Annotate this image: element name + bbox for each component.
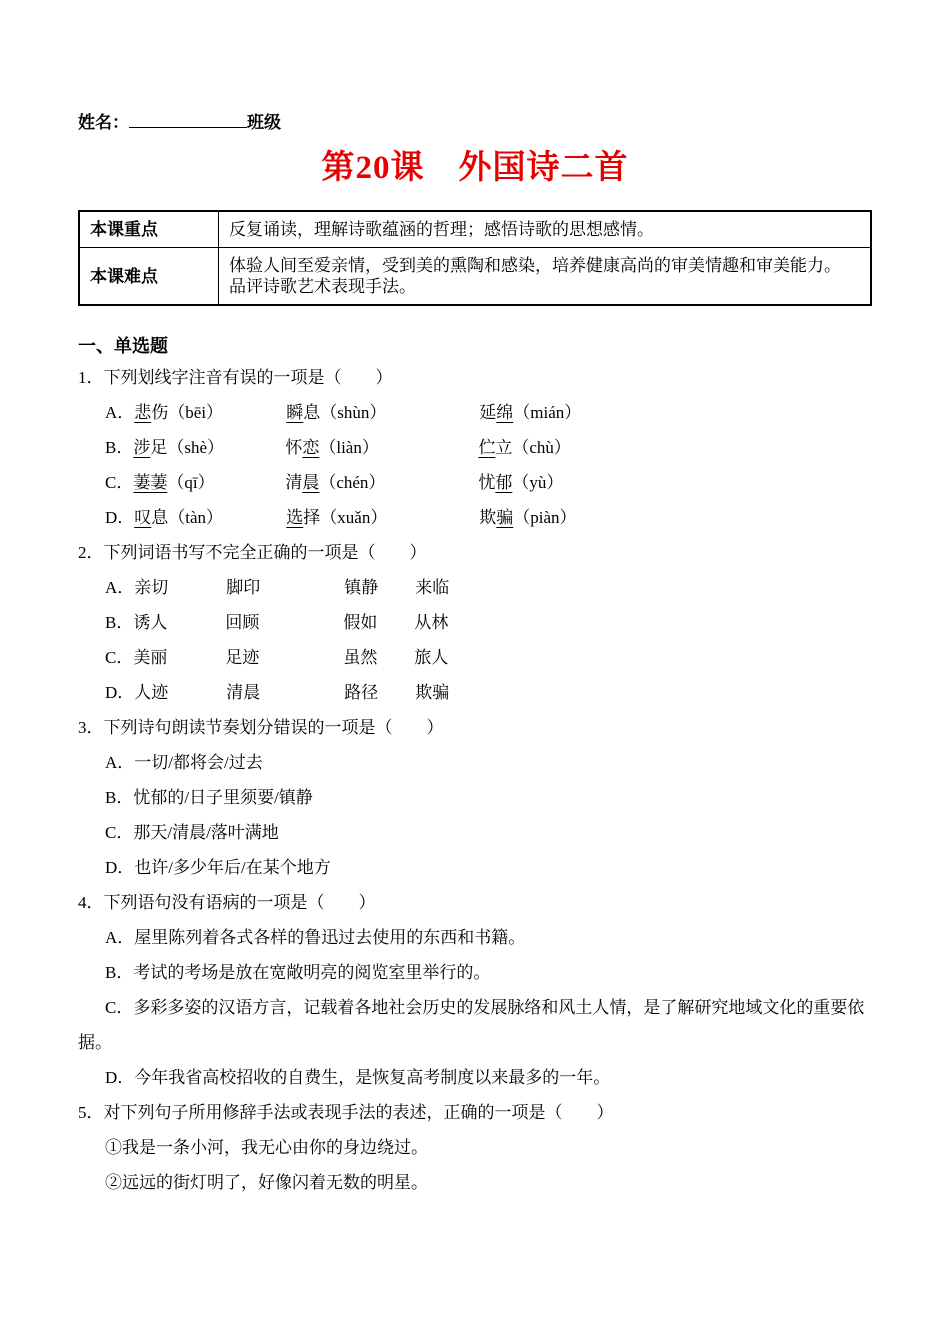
question-4-option-c <box>78 990 872 1060</box>
question-3 <box>78 710 872 885</box>
option-text: 多彩多姿的汉语方言，记载着各地社会历史的发展脉络和风土人情，是了解研究地域文化的重要依据。 <box>78 998 865 1052</box>
option-cell: 伫立（chù） <box>478 438 571 457</box>
option-cell: 萋萋（qī） <box>133 473 215 492</box>
option-text: 也许/多少年后/在某个地方 <box>134 858 331 877</box>
option-label: D． <box>105 1068 135 1087</box>
name-label: 姓名： <box>78 113 129 132</box>
option-cell: 亲切 <box>134 578 169 597</box>
option-cell: 镇静 <box>344 578 379 597</box>
row-label-difficulties: 本课难点 <box>79 248 219 306</box>
question-3-stem <box>78 710 872 745</box>
question-2-option-a <box>78 570 872 605</box>
option-text: 一切/都将会/过去 <box>134 753 263 772</box>
question-number: 3． <box>78 718 104 737</box>
question-5-sentence-1: ①我是一条小河，我无心由你的身边绕过。 <box>105 1138 428 1157</box>
question-text: 下列诗句朗读节奏划分错误的一项是（ ） <box>103 718 444 737</box>
question-1-option-b <box>78 430 872 465</box>
option-cell: 路径 <box>344 683 379 702</box>
question-1-option-d <box>78 500 872 535</box>
question-list <box>78 360 872 1200</box>
section-heading: 一、单选题 <box>78 336 168 356</box>
option-cell: 清晨（chén） <box>285 473 386 492</box>
question-3-option-c <box>78 815 872 850</box>
question-2-option-c <box>78 640 872 675</box>
table-row-key-points <box>79 211 871 248</box>
option-cell: 足迹 <box>225 648 260 667</box>
option-cell: 人迹 <box>134 683 169 702</box>
option-cell: 清晨 <box>226 683 261 702</box>
question-2 <box>78 535 872 710</box>
table-row-difficulties <box>79 248 871 306</box>
option-cell: 回顾 <box>225 613 260 632</box>
option-cell: 来临 <box>415 578 450 597</box>
option-label: B． <box>105 438 134 457</box>
option-label: A． <box>105 753 135 772</box>
option-label: D． <box>105 858 135 877</box>
question-text: 对下列句子所用修辞手法或表现手法的表述，正确的一项是（ ） <box>103 1103 614 1122</box>
option-label: C． <box>105 648 134 667</box>
question-number: 5． <box>78 1103 104 1122</box>
question-number: 1． <box>78 368 104 387</box>
option-text: 屋里陈列着各式各样的鲁迅过去使用的东西和书籍。 <box>134 928 526 947</box>
option-label: D． <box>105 683 135 702</box>
question-text: 下列语句没有语病的一项是（ ） <box>103 893 376 912</box>
question-text: 下列划线字注音有误的一项是（ ） <box>103 368 393 387</box>
option-cell: 诱人 <box>133 613 168 632</box>
question-3-option-b <box>78 780 872 815</box>
question-2-option-b <box>78 605 872 640</box>
option-text: 考试的考场是放在宽敞明亮的阅览室里举行的。 <box>133 963 491 982</box>
option-cell: 延绵（mián） <box>479 403 582 422</box>
option-cell: 悲伤（bēi） <box>134 403 224 422</box>
option-cell: 选择（xuǎn） <box>286 508 388 527</box>
option-label: B． <box>105 788 134 807</box>
option-text: 忧郁的/日子里须要/镇静 <box>133 788 313 807</box>
option-cell: 涉足（shè） <box>133 438 225 457</box>
option-label: B． <box>105 963 134 982</box>
lesson-info-table <box>78 210 872 306</box>
question-2-option-d <box>78 675 872 710</box>
option-cell: 从林 <box>414 613 449 632</box>
question-text: 下列词语书写不完全正确的一项是（ ） <box>103 543 427 562</box>
row-content-difficulties: 体验人间至爱亲情，受到美的熏陶和感染，培养健康高尚的审美情趣和审美能力。 品评诗歌艺术表现手法。 <box>219 248 872 306</box>
question-2-stem <box>78 535 872 570</box>
option-text: 那天/清晨/落叶满地 <box>133 823 279 842</box>
option-label: A． <box>105 928 135 947</box>
question-1-option-c <box>78 465 872 500</box>
option-cell: 欺骗（piàn） <box>479 508 577 527</box>
class-label: 班级 <box>247 113 281 132</box>
option-cell: 脚印 <box>226 578 261 597</box>
page-title: 第20课 外国诗二首 <box>321 150 629 186</box>
option-cell: 假如 <box>343 613 378 632</box>
option-cell: 忧郁（yù） <box>478 473 564 492</box>
option-label: D． <box>105 508 135 527</box>
question-5-stem <box>78 1095 872 1130</box>
question-1-option-a <box>78 395 872 430</box>
question-4-stem <box>78 885 872 920</box>
question-5-sentence-2: ②远远的街灯明了，好像闪着无数的明星。 <box>105 1173 428 1192</box>
option-cell: 叹息（tàn） <box>134 508 224 527</box>
option-label: A． <box>105 578 135 597</box>
row-label-key-points: 本课重点 <box>79 211 219 248</box>
option-label: C． <box>105 998 134 1017</box>
question-3-option-d <box>78 850 872 885</box>
row-content-key-points: 反复诵读，理解诗歌蕴涵的哲理；感悟诗歌的思想感情。 <box>219 211 872 248</box>
option-text: 今年我省高校招收的自费生，是恢复高考制度以来最多的一年。 <box>134 1068 611 1087</box>
option-cell: 虽然 <box>343 648 378 667</box>
question-4-option-b <box>78 955 872 990</box>
name-class-line <box>78 112 872 134</box>
question-1-stem <box>78 360 872 395</box>
option-label: A． <box>105 403 135 422</box>
name-blank-field <box>129 112 247 128</box>
question-4-option-d <box>78 1060 872 1095</box>
question-number: 2． <box>78 543 104 562</box>
option-cell: 怀恋（liàn） <box>285 438 379 457</box>
question-4 <box>78 885 872 1095</box>
question-1 <box>78 360 872 535</box>
option-label: C． <box>105 823 134 842</box>
option-cell: 瞬息（shùn） <box>286 403 387 422</box>
option-cell: 美丽 <box>133 648 168 667</box>
question-4-option-a <box>78 920 872 955</box>
question-number: 4． <box>78 893 104 912</box>
option-label: B． <box>105 613 134 632</box>
option-cell: 欺骗 <box>415 683 450 702</box>
option-label: C． <box>105 473 134 492</box>
question-3-option-a <box>78 745 872 780</box>
option-cell: 旅人 <box>414 648 449 667</box>
question-5 <box>78 1095 872 1200</box>
